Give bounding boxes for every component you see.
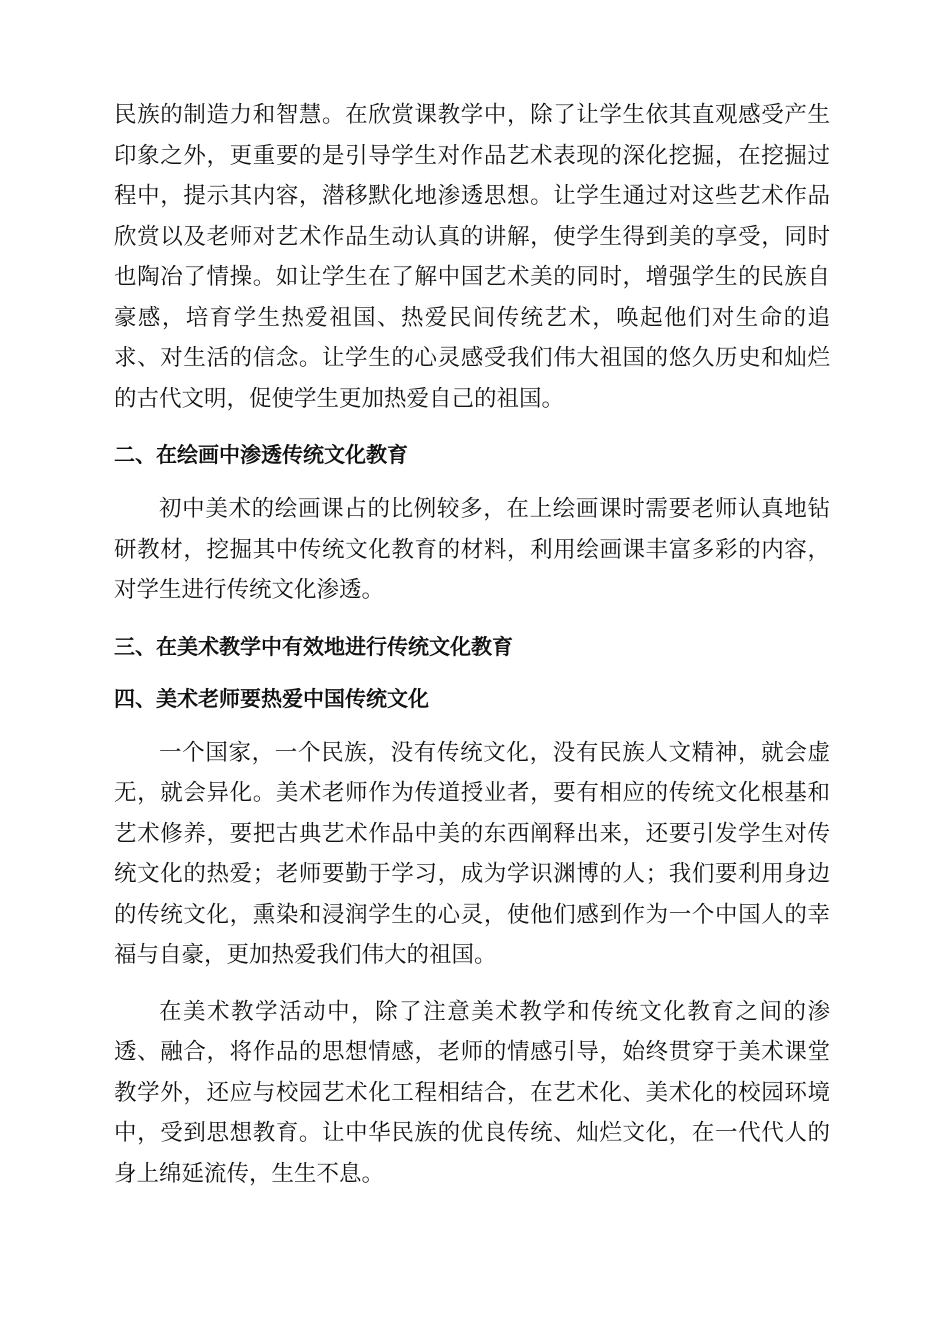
body-paragraph: 初中美术的绘画课占的比例较多，在上绘画课时需要老师认真地钻研教材，挖掘其中传统文化教育的材料，利用绘画课丰富多彩的内容，对学生进行传统文化渗透。 — [114, 496, 830, 603]
section-heading: 四、美术老师要热爱中国传统文化 — [114, 686, 429, 711]
body-paragraph: 民族的制造力和智慧。在欣赏课教学中，除了让学生依其直观感受产生印象之外，更重要的是引导学生对作品艺术表现的深化挖掘，在挖掘过程中，提示其内容，潜移默化地渗透思想。让学生通过对这些艺术作品欣赏以及老师对艺术作品生动认真的讲解，使学生得到美的享受，同时也陶冶了情操。如让学生在了解中国艺术美的同时，增强学生的民族自豪感，培育学生热爱祖国、热爱民间传统艺术，唤起他们对生命的追求、对生活的信念。让学生的心灵感受我们伟大祖国的悠久历史和灿烂的古代文明，促使学生更加热爱自己的祖国。 — [114, 102, 830, 412]
body-paragraph: 一个国家，一个民族，没有传统文化，没有民族人文精神，就会虚无，就会异化。美术老师作为传道授业者，要有相应的传统文化根基和艺术修养，要把古典艺术作品中美的东西阐释出来，还要引发学生对传统文化的热爱；老师要勤于学习，成为学识渊博的人；我们要利用身边的传统文化，熏染和浸润学生的心灵，使他们感到作为一个中国人的幸福与自豪，更加热爱我们伟大的祖国。 — [114, 739, 830, 968]
section-heading: 二、在绘画中渗透传统文化教育 — [114, 443, 408, 467]
section-heading: 三、在美术教学中有效地进行传统文化教育 — [114, 634, 513, 659]
body-paragraph: 在美术教学活动中，除了注意美术教学和传统文化教育之间的渗透、融合，将作品的思想情感，老师的情感引导，始终贯穿于美术课堂教学外，还应与校园艺术化工程相结合，在艺术化、美术化的校园环境中，受到思想教育。让中华民族的优良传统、灿烂文化，在一代代人的身上绵延流传，生生不息。 — [114, 998, 830, 1187]
document-page — [114, 95, 830, 1194]
